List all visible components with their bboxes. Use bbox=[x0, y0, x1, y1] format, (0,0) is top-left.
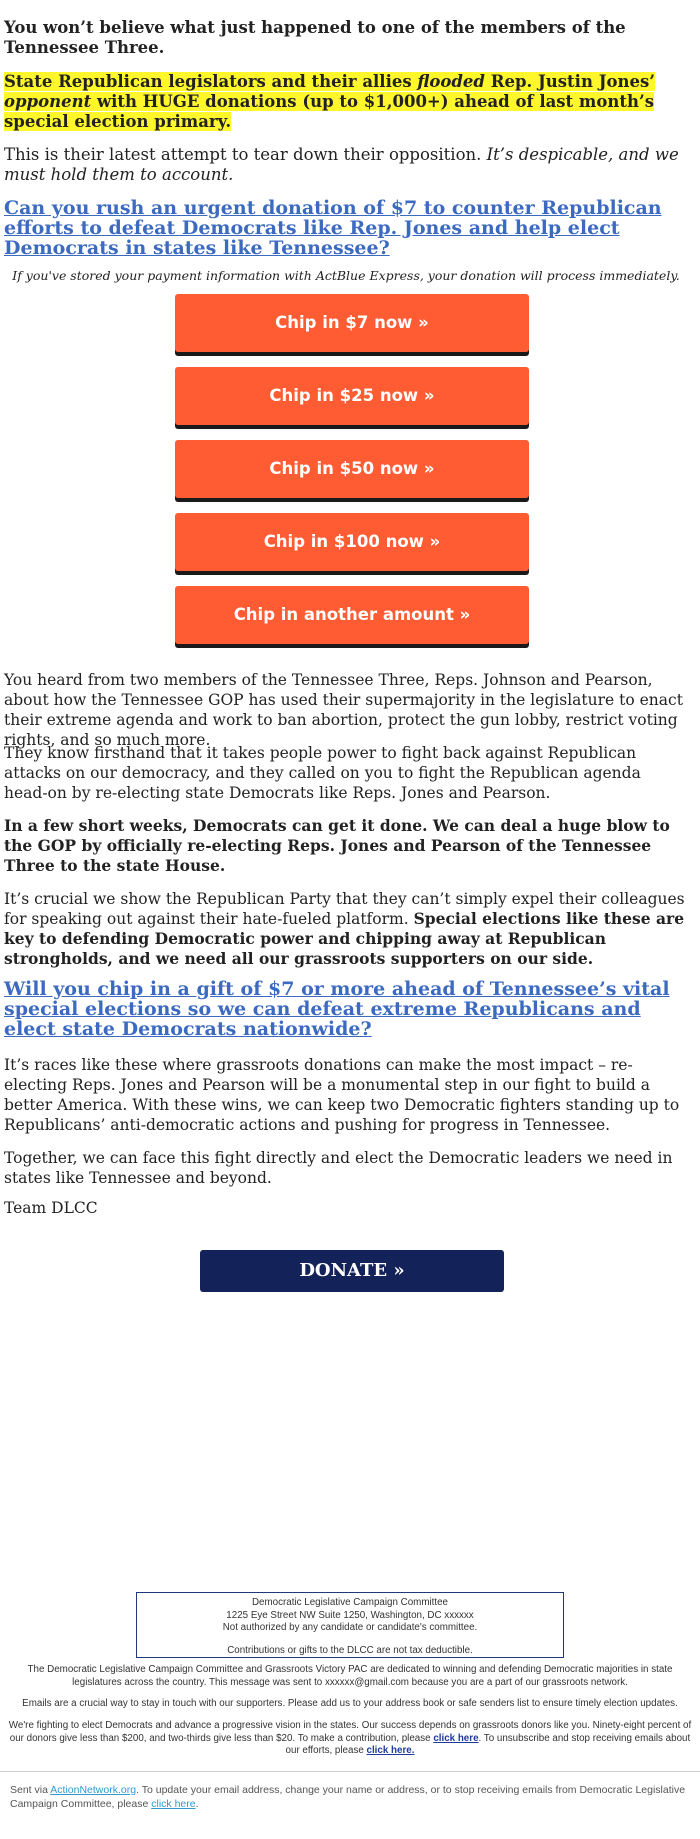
highlight-part2: Rep. Justin Jones’ bbox=[484, 72, 656, 91]
fighting-text bbox=[6, 1720, 694, 1758]
body-paragraph-6: Together, we can face this fight directly and elect the Democratic leaders we need in states like Tennessee and beyond. bbox=[4, 1149, 673, 1187]
body-paragraph-3: In a few short weeks, Democrats can get it done. We can deal a huge blow to the GOP by officially re-electing Reps. Jones and Pearson of the Tennessee Three to the state House. bbox=[4, 816, 670, 875]
footer-divider bbox=[0, 1771, 700, 1772]
sent-via-pre: Sent via bbox=[10, 1784, 51, 1796]
chip-in-other-amount-button[interactable]: Chip in another amount » bbox=[175, 586, 529, 644]
attempt-text: This is their latest attempt to tear down their opposition. bbox=[4, 145, 487, 164]
contribute-link[interactable]: click here bbox=[433, 1732, 479, 1744]
body-paragraph-4-bold: Special elections like these are key to defending Democratic power and chipping away at Republican strongholds, and we need all our grassroots supporters on our side. bbox=[4, 909, 685, 968]
attempt-paragraph bbox=[4, 145, 688, 185]
highlight-opponent: opponent bbox=[4, 92, 92, 111]
highlight-part1: State Republican legislators and their allies bbox=[4, 72, 418, 91]
org-address: 1225 Eye Street NW Suite 1250, Washington, DC xxxxxx bbox=[226, 1609, 474, 1621]
donation-ask-link[interactable]: Can you rush an urgent donation of $7 to counter Republican efforts to defeat Democrats like Rep. Jones and help elect Democrats in states like Tennessee? bbox=[4, 197, 662, 259]
body-paragraph-5: It’s races like these where grassroots donations can make the most impact – re-electing Reps. Jones and Pearson will be a monumental step in our fight to build a better America. With these wins, we can keep two Democratic fighters standing up to Republicans’ anti-democratic actions and pushing for progress in Tennessee. bbox=[4, 1056, 680, 1134]
address-box bbox=[136, 1592, 564, 1658]
not-authorized: Not authorized by any candidate or candidate's committee. bbox=[222, 1622, 478, 1633]
chip-in-7-button[interactable]: Chip in $7 now » bbox=[175, 294, 529, 352]
highlight-part3: with HUGE donations (up to $1,000+) ahead of last month’s special election primary. bbox=[4, 92, 655, 131]
mission-text: The Democratic Legislative Campaign Committee and Grassroots Victory PAC are dedicated to winning and defending Democratic majorities in state legislatures across the country. This message was sent to xxxxxx@gmail.com because you are a part of our grassroots network. bbox=[27, 1664, 673, 1688]
tax-note: Contributions or gifts to the DLCC are not tax deductible. bbox=[227, 1644, 473, 1656]
highlight-text bbox=[4, 72, 655, 131]
sent-via-mid: . To update your email address, change your name or address, or to stop receiving emails from Democratic Legislative Campaign Committee, please bbox=[10, 1784, 686, 1810]
body-paragraph-1: You heard from two members of the Tennessee Three, Reps. Johnson and Pearson, about how the Tennessee GOP has used their supermajority in the legislature to enact their extreme agenda and work to ban abortion, protect the gun lobby, restrict voting rights, and so much more. bbox=[4, 671, 683, 749]
highlight-flooded: flooded bbox=[417, 72, 485, 91]
highlight-paragraph bbox=[4, 72, 688, 132]
fighting-text-pre: We're fighting to elect Democrats and advance a progressive vision in the states. Our success depends on grassroots donors like you. Ninety-eight percent of our donors give less than $200, and two-thirds give less than $20. To make a contribution, please bbox=[8, 1720, 692, 1744]
sent-via-text bbox=[10, 1783, 690, 1811]
chip-in-25-button[interactable]: Chip in $25 now » bbox=[175, 367, 529, 425]
signature: Team DLCC bbox=[4, 1199, 98, 1217]
chip-in-100-button[interactable]: Chip in $100 now » bbox=[175, 513, 529, 571]
unsubscribe-link[interactable]: click here. bbox=[366, 1745, 415, 1756]
actionnetwork-link[interactable]: ActionNetwork.org bbox=[50, 1784, 137, 1796]
body-paragraph-2: They know firsthand that it takes people power to fight back against Republican attacks on our democracy, and they called on you to fight the Republican agenda head-on by re-electing state Democrats like Reps. Jones and Pearson. bbox=[4, 744, 641, 802]
actblue-express-note: If you've stored your payment information with ActBlue Express, your donation will process immediately. bbox=[12, 268, 680, 283]
body-paragraph-4 bbox=[4, 889, 688, 969]
donate-button[interactable]: DONATE » bbox=[200, 1250, 504, 1292]
emails-note: Emails are a crucial way to stay in touch with our supporters. Please add us to your address book or safe senders list to ensure timely election updates. bbox=[22, 1698, 678, 1709]
update-email-link[interactable]: click here bbox=[151, 1798, 196, 1810]
attempt-italic: It’s despicable, and we must hold them to account. bbox=[4, 145, 679, 184]
chip-in-50-button[interactable]: Chip in $50 now » bbox=[175, 440, 529, 498]
body-paragraph-4-plain: It’s crucial we show the Republican Party that they can’t simply expel their colleagues for speaking out against their hate-fueled platform. bbox=[4, 890, 685, 928]
fighting-text-mid: . To unsubscribe and stop receiving emails about our efforts, please bbox=[285, 1732, 691, 1756]
intro-headline: You won’t believe what just happened to one of the members of the Tennessee Three. bbox=[4, 18, 626, 57]
org-name: Democratic Legislative Campaign Committee bbox=[251, 1597, 448, 1608]
gift-ask-link[interactable]: Will you chip in a gift of $7 or more ahead of Tennessee’s vital special elections so we can defeat extreme Republicans and elect state Democrats nationwide? bbox=[4, 978, 670, 1040]
sent-via-end: . bbox=[195, 1798, 199, 1810]
